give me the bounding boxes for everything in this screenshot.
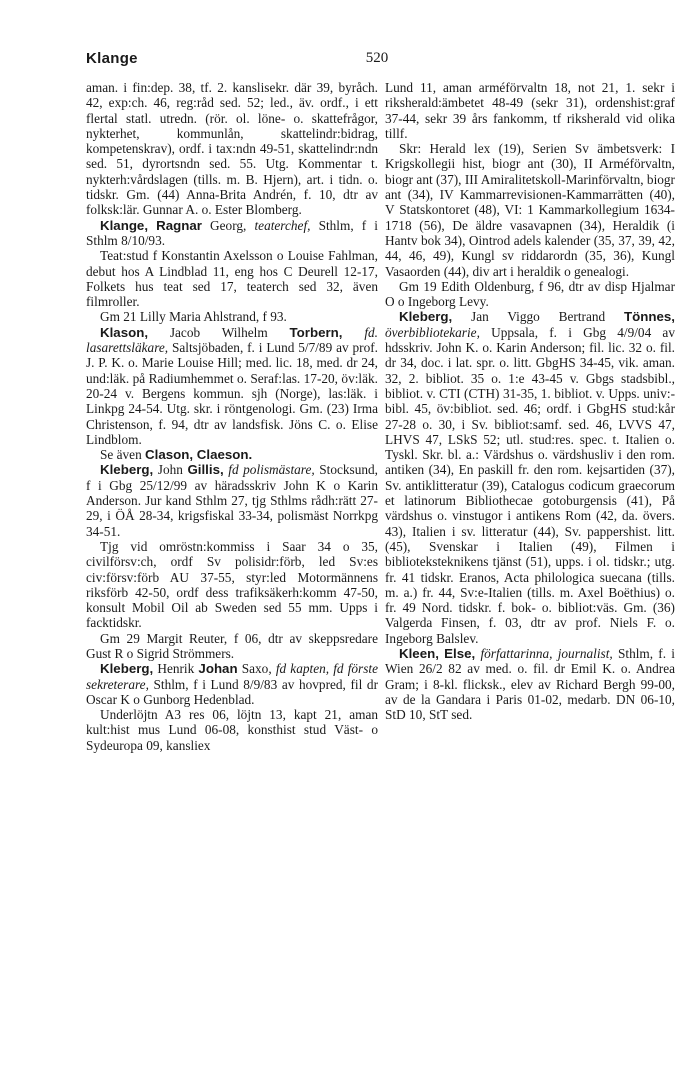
- entry-call-name: Tönnes,: [624, 309, 675, 325]
- biography-entry: [86, 462, 378, 538]
- body-paragraph: [86, 248, 378, 309]
- see-also-label: Se även: [100, 447, 146, 463]
- paragraph-text: Tjg vid omröstn:kommiss i Saar 34 o 35, civilförsv:ch, ordf Sv polisidr:förb, led Sv:es civ:försv:förb AU 37-55, styr:led Motormännens riksförb 42-50, ordf dess trafiksäkerh:komm 47-50, konsult Mobil Oil ab Sweden sed 55 mm. Upps i facktidskr.: [86, 538, 378, 631]
- biography-entry: [86, 218, 378, 249]
- paragraph-text: Lund 11, aman arméförvaltn 18, not 21, 1. sekr i riksherald:ämbetet 48-49 (sekr 31), ordenshist:graf 37-44, sekr 39 års fankomm, tf riksherald vid olika tillf.: [385, 80, 675, 141]
- paragraph-text: Teat:stud f Konstantin Axelsson o Louise Fahlman, debut hos A Lindblad 11, eng hos C Deurell 12-17, Folkets hus teat sed 17, teaterch sed 32, även filmroller.: [86, 248, 378, 310]
- biography-entry: [86, 661, 378, 707]
- entry-call-name: Torbern,: [289, 324, 343, 340]
- entry-given-names: Jan Viggo Bertrand: [452, 309, 625, 325]
- biography-entry: [86, 325, 378, 447]
- paragraph-text: Skr: Herald lex (19), Serien Sv ämbetsverk: I Krigskollegii hist, biogr ant (30), II Arméförvaltn, biogr ant (37), III Amiralitetskoll-Marinförvaltn, biogr ant (34), IV Kammarrevisionen-Kammarrätten (40), V Statskontoret (48), VI: 1 Kammarkollegium 1634-1718 (56), De äldre vasavapnen (34), Heraldik (i Hantv bok 34), Ointrod adels kalender (35, 37, 39, 42, 44, 46, 49), Kungl sv riddarordn (35, 36), Kungl Vasaorden (44), div art i heraldik o genealogi.: [385, 141, 675, 279]
- running-head: Klange: [86, 50, 138, 67]
- page-number: 520: [365, 50, 389, 66]
- body-paragraph: [86, 539, 378, 631]
- entry-occupation: författarinna, journalist,: [480, 645, 613, 661]
- entry-details: Sthlm, f i Lund 8/9/83 av hovpred, fil dr Oscar K o Gunborg Hedenblad.: [86, 676, 378, 707]
- entry-given-names: Henrik: [153, 661, 199, 677]
- body-paragraph: [86, 707, 378, 753]
- body-paragraph: [86, 80, 378, 218]
- entry-surname: Kleberg,: [399, 309, 453, 325]
- body-paragraph: [86, 309, 378, 324]
- paragraph-text: aman. i fin:dep. 38, tf. 2. kanslisekr. där 39, byråch. 42, exp:ch. 46, reg:råd sed. 52; led., äv. ordf., i ett flertal statl. utredn. (rör. ol. löne- o. skattefrågor, nykterhet, kommunlån, skattelindr:bidrag, kompetenskrav), ordf. i tax:ndn 49-51, skattelindr:ndn sed. 51, dyrortsndn sed. 55. Utg. Kommentar t. nykterh:vårdslagen (tills. m. B. Hjern), art. i tidn. o. tidskr. Gm. (44) Anna-Brita Andrén, f. 10, dtr av folksk:lär. Gunnar A. o. Ester Blomberg.: [86, 80, 378, 218]
- entry-surname: Klason,: [100, 324, 149, 340]
- entry-other-names: Saxo,: [237, 661, 276, 677]
- entry-details: Saltsjöbaden, f. i Lund 5/7/89 av prof. J. P. K. o. Marie Louise Hill; med. lic. 18, med. dr 24, und:läk. på Radiumhemmet o. Seraf:las. 17-20, öv:läk. 20-24 v. Bergens kommun. sjh (Norge), las:läk. i Linkpg 24-54. Utg. skr. i röntgenologi. Gm. (23) Irma Christenson, f. 94, dtr av landsfisk. Jöns C. o. Elise Lindblom.: [86, 340, 378, 447]
- entry-call-name: Ragnar: [156, 217, 202, 233]
- right-column: [385, 80, 675, 722]
- body-paragraph: [385, 80, 675, 141]
- see-also-names: Clason, Claeson.: [145, 447, 253, 463]
- entry-details: Stocksund, f i Gbg 25/12/99 av häradsskriv John K o Karin Anderson. Jur kand Sthlm 27, tjg Sthlms rådh:rätt 27-29, i ÖÅ 28-34, krigsfiskal 33-34, polismäst Norrkpg 34-51.: [86, 462, 379, 539]
- entry-occupation: fd kapten, fd förste sekreterare,: [86, 661, 378, 692]
- entry-occupation: överbibliotekarie,: [385, 324, 480, 340]
- paragraph-text: Gm 29 Margit Reuter, f 06, dtr av skeppsredare Gust R o Sigrid Strömmers.: [86, 630, 378, 661]
- entry-occupation: fd polismästare,: [228, 462, 315, 478]
- body-paragraph: [86, 631, 378, 662]
- paragraph-text: Gm 21 Lilly Maria Ahlstrand, f 93.: [100, 309, 287, 325]
- entry-surname: Klange,: [100, 217, 149, 233]
- body-paragraph: [385, 279, 675, 310]
- body-paragraph: [385, 141, 675, 279]
- entry-surname: Kleberg,: [100, 661, 154, 677]
- entry-occupation: fd. lasarettsläkare,: [86, 324, 378, 356]
- entry-occupation: teaterchef,: [254, 217, 311, 233]
- entry-given-names: Jacob Wilhelm: [148, 324, 290, 340]
- entry-surname: Kleberg,: [100, 462, 154, 478]
- cross-reference: [86, 447, 378, 462]
- entry-details: Sthlm, f. i Wien 26/2 82 av med. o. fil. dr Emil K. o. Andrea Gram; i 8-kl. flicksk., elev av Richard Bergh 99-00, av de la Gandara i Paris 01-02, medarb. DN 06-10, StD 10, StT sed.: [385, 645, 675, 723]
- page-header: [86, 50, 668, 72]
- left-column: [86, 80, 378, 753]
- entry-call-name: Johan: [198, 661, 238, 677]
- entry-details: Sthlm, f i Sthlm 8/10/93.: [86, 217, 378, 248]
- entry-details: Uppsala, f. i Gbg 4/9/04 av hdsskriv. John K. o. Karin Anderson; fil. lic. 32 o. fil. dr 34, doc. i lat. spr. o. litt. GbgHS 34-45, vik. aman. 32, 2. bibliot. 35 o. 1:e 43-45 v. Gbgs stadsbibl., bibliot. v. CTI (CTH) 31-35, 1. bibliot. v. Upps. univ:-bibl. 45, öv:bibliot. sed. 46; ordf. i GbgHS stud:kår 27-28 o. 30, i Sv. bibliot:samf. sed. 46, LVVS 47, LHVS 47, LSkS 52; utl. stud:res. spec. t. Italien o. Tyskl. Skr. bl. a.: Värdshus o. värdshusliv i den rom. antiken (34), En paskill fr. den rom. kejsartiden (37), Sv. antiklitteratur (39), Catalogus codicum graecorum et latinorum Bibliothecae gotoburgensis (41), På värdshus o. vinstugor i antikens Rom (42, da. övers. 43), Italien i sv. litteratur (44), Sv. pappershist. litt. (45), Svenskar i Italien (49), Filmen i biblioteksteknikens tjänst (51), upps. i ol. tidskr.; utg. fr. 41 tidskr. Eranos, Acta philologica suecana (tills. m. a.) fr. 44, Sv:e-Italien (tills. m. Axel Boëthius) o. fr. 49 Nord. tidskr. f. bok- o. bibliot:väs. Gm. (36) Valgerda Finsen, f. 03, dtr av prof. Niels F. o. Ingeborg Balslev.: [385, 324, 675, 646]
- entry-call-name: Else,: [444, 645, 476, 661]
- paragraph-text: Gm 19 Edith Oldenburg, f 96, dtr av disp Hjalmar O o Ingeborg Levy.: [385, 278, 675, 310]
- biography-entry: [385, 309, 675, 646]
- entry-given-names: John: [153, 462, 188, 478]
- entry-call-name: Gillis,: [187, 462, 224, 478]
- entry-other-names: Georg,: [201, 217, 255, 233]
- paragraph-text: Underlöjtn A3 res 06, löjtn 13, kapt 21, aman kult:hist mus Lund 06-08, konsthist stud Väst- o Sydeuropa 09, kansliex: [86, 707, 378, 753]
- biography-entry: [385, 646, 675, 722]
- entry-surname: Kleen,: [399, 645, 439, 661]
